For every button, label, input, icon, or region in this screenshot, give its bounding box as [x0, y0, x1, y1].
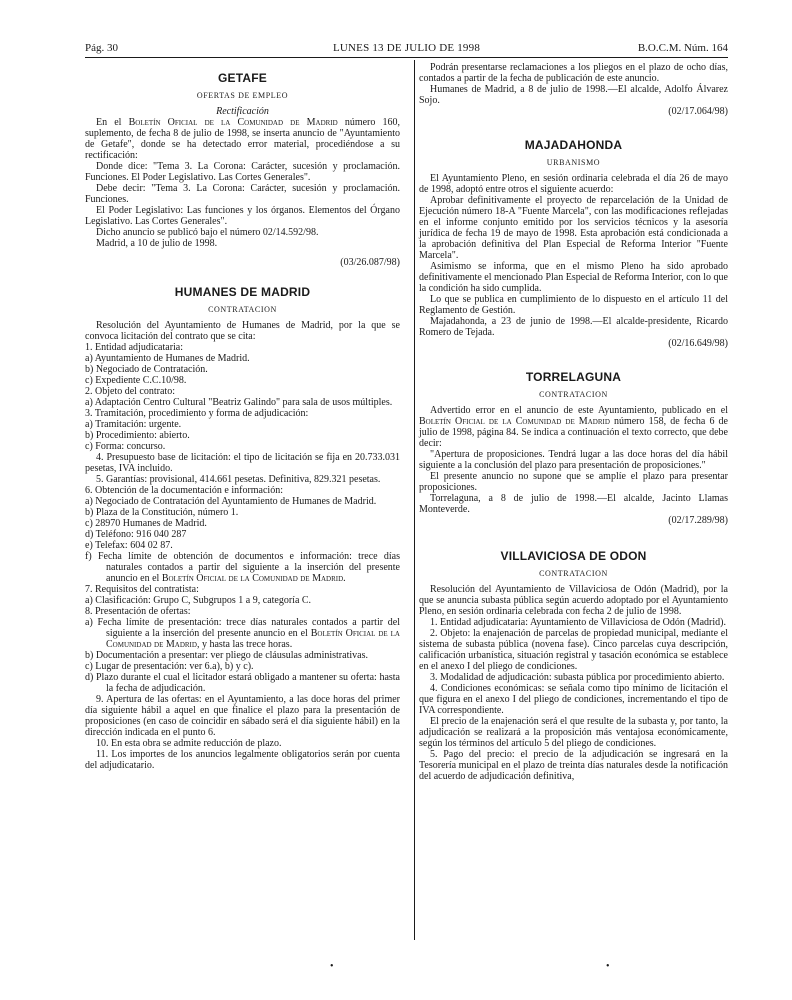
humanes-reference: (02/17.064/98): [668, 106, 728, 117]
getafe-heading: GETAFE: [218, 71, 267, 85]
villaviciosa-paragraph: El precio de la enajenación será el que resulte de la subasta y, por tanto, la adjudicación se realizará a la proposición más ventajosa económicamente, según los términos del artículo 5 del pliego de condiciones.: [419, 716, 728, 749]
list-item: e) Telefax: 604 02 87.: [85, 540, 173, 551]
list-item: 4. Presupuesto base de licitación: el tipo de licitación se fija en 20.733.031 pesetas, IVA incluido.: [85, 452, 400, 474]
list-item: 3. Tramitación, procedimiento y forma de adjudicación:: [85, 408, 309, 419]
humanes-continuation: Podrán presentarse reclamaciones a los pliegos en el plazo de ocho días, contados a partir de la fecha de publicación de este anuncio.: [419, 62, 728, 84]
publication-name: Boletín Oficial de la Comunidad de Madrid: [161, 573, 344, 584]
list-item: 10. En esta obra se admite reducción de plazo.: [96, 738, 282, 749]
torrelaguna-paragraph: "Apertura de proposiciones. Tendrá lugar a las doce horas del día hábil siguiente a la conclusión del plazo para presentación de proposiciones.": [419, 449, 728, 471]
right-column: [419, 62, 728, 782]
torrelaguna-section: [419, 371, 728, 526]
list-item: 1. Entidad adjudicataria:: [85, 342, 184, 353]
print-mark: •: [606, 961, 610, 972]
villaviciosa-paragraph: 2. Objeto: la enajenación de parcelas de propiedad municipal, mediante el sistema de subasta pública (novena fase). Cinco parcelas cuya descripción, calificación urbanística, situación registral y tasación económica se establece en el anexo I del pliego de condiciones.: [419, 628, 728, 672]
torrelaguna-reference: (02/17.289/98): [668, 515, 728, 526]
humanes-signature: Humanes de Madrid, a 8 de julio de 1998.—El alcalde, Adolfo Álvarez Sojo.: [419, 84, 728, 106]
villaviciosa-paragraph: 1. Entidad adjudicataria: Ayuntamiento de Villaviciosa de Odón (Madrid).: [430, 617, 726, 628]
majadahonda-reference: (02/16.649/98): [668, 338, 728, 349]
page-number: Pág. 30: [85, 42, 118, 54]
page-header: [85, 41, 728, 58]
getafe-reference: (03/26.087/98): [340, 257, 400, 268]
villaviciosa-paragraph: 3. Modalidad de adjudicación: subasta pública por procedimiento abierto.: [430, 672, 725, 683]
list-item: a) Ayuntamiento de Humanes de Madrid.: [85, 353, 250, 364]
villaviciosa-paragraph: Resolución del Ayuntamiento de Villaviciosa de Odón (Madrid), por la que se anuncia subasta pública según acuerdo adoptado por el Ayuntamiento Pleno, en sesión ordinaria celebrada con fecha 2 de julio de 1998.: [419, 584, 728, 617]
torrelaguna-paragraph: El presente anuncio no supone que se amplíe el plazo para presentar proposiciones.: [419, 471, 728, 493]
villaviciosa-section: [419, 550, 728, 782]
majadahonda-heading: MAJADAHONDA: [524, 138, 623, 152]
getafe-paragraph: Debe decir: "Tema 3. La Corona: Carácter, sucesión y proclamación. Funciones.: [85, 183, 400, 205]
getafe-type: OFERTAS DE EMPLEO: [196, 91, 289, 100]
list-item: a) Tramitación: urgente.: [85, 419, 182, 430]
list-item: 8. Presentación de ofertas:: [85, 606, 191, 617]
list-item: a) Adaptación Centro Cultural "Beatriz Galindo" para sala de usos múltiples.: [85, 397, 393, 408]
list-item: b) Procedimiento: abierto.: [85, 430, 190, 441]
getafe-paragraph: El Poder Legislativo: Las funciones y los órganos. Elementos del Órgano Legislativo. Las Cortes Generales".: [85, 205, 400, 227]
majadahonda-signature: Majadahonda, a 23 de junio de 1998.—El alcalde-presidente, Ricardo Romero de Tejada.: [419, 316, 728, 338]
journal-number: B.O.C.M. Núm. 164: [637, 42, 728, 54]
torrelaguna-type: CONTRATACION: [539, 390, 608, 399]
majadahonda-section: [419, 139, 728, 349]
majadahonda-paragraph: Aprobar definitivamente el proyecto de reparcelación de la Unidad de Ejecución número 18-A "Fuente Marcela", con las modificaciones reflejadas en el informe conjunto emitido por los servicios técnicos y la asesoría jurídica de fecha 19 de mayo de 1998. Esta aprobación está condicionada a la aprobación definitiva del Plan Especial de Reforma Interior "Fuente Marcela".: [419, 195, 728, 261]
getafe-subtitle: Rectificación: [216, 106, 269, 117]
print-mark: •: [330, 961, 334, 972]
getafe-paragraph: Madrid, a 10 de julio de 1998.: [96, 238, 218, 249]
villaviciosa-type: CONTRATACION: [539, 569, 608, 578]
list-item: a) Negociado de Contratación del Ayuntamiento de Humanes de Madrid.: [85, 496, 377, 507]
getafe-paragraph: Dicho anuncio se publicó bajo el número 02/14.592/98.: [96, 227, 319, 238]
majadahonda-type: URBANISMO: [546, 158, 601, 167]
issue-date: LUNES 13 DE JULIO DE 1998: [332, 42, 481, 54]
torrelaguna-heading: TORRELAGUNA: [525, 370, 622, 384]
list-item: c) Expediente C.C.10/98.: [85, 375, 187, 386]
majadahonda-paragraph: El Ayuntamiento Pleno, en sesión ordinaria celebrada el día 26 de mayo de 1998, adoptó entre otros el siguiente acuerdo:: [419, 173, 728, 195]
list-item: c) 28970 Humanes de Madrid.: [85, 518, 207, 529]
left-column: [85, 62, 400, 771]
list-item: b) Plaza de la Constitución, número 1.: [85, 507, 239, 518]
majadahonda-paragraph: Lo que se publica en cumplimiento de lo dispuesto en el artículo 11 del Reglamento de Gestión.: [419, 294, 728, 316]
publication-name: Boletín Oficial de la Comunidad de Madrid: [419, 416, 610, 427]
list-item: b) Documentación a presentar: ver pliego de cláusulas administrativas.: [85, 650, 368, 661]
list-item: c) Forma: concurso.: [85, 441, 166, 452]
getafe-paragraph: Donde dice: "Tema 3. La Corona: Carácter, sucesión y proclamación. Funciones. El Poder Legislativo. Las Cortes Generales".: [85, 161, 400, 183]
torrelaguna-paragraph: Advertido error en el anuncio de este Ayuntamiento, publicado en el Boletín Oficial de la Comunidad de Madrid número 158, de fecha 6 de julio de 1998, página 84. Se indica a continuación el texto correcto, que debe decir:: [419, 405, 728, 449]
list-item: 6. Obtención de la documentación e información:: [85, 485, 283, 496]
villaviciosa-paragraph: 4. Condiciones económicas: se señala como tipo mínimo de licitación el que figura en el anexo I del pliego de condiciones, incrementando el tipo de IVA correspondiente.: [419, 683, 728, 716]
publication-name: Boletín Oficial de la Comunidad de Madrid: [128, 117, 338, 128]
list-item: 2. Objeto del contrato:: [85, 386, 175, 397]
list-item: c) Lugar de presentación: ver 6.a), b) y c).: [85, 661, 254, 672]
list-item: b) Negociado de Contratación.: [85, 364, 208, 375]
list-item: 9. Apertura de las ofertas: en el Ayuntamiento, a las doce horas del primer día siguiente hábil a aquel en que finalice el plazo para la presentación de proposiciones (en caso de coincidir en sábado será el día siguiente hábil) en la dirección indicada en el punto 6.: [85, 694, 400, 738]
majadahonda-paragraph: Asimismo se informa, que en el mismo Pleno ha sido aprobado definitivamente el mencionado Plan Especial de Reforma Interior, con lo que la condición ha sido cumplida.: [419, 261, 728, 294]
list-item: 7. Requisitos del contratista:: [85, 584, 199, 595]
villaviciosa-heading: VILLAVICIOSA DE ODON: [500, 549, 647, 563]
list-item: a) Clasificación: Grupo C, Subgrupos 1 a 9, categoría C.: [85, 595, 312, 606]
list-item: 5. Garantías: provisional, 414.661 pesetas. Definitiva, 829.321 pesetas.: [96, 474, 381, 485]
humanes-type: CONTRATACION: [208, 305, 277, 314]
publication-name: Boletín Oficial de la Comunidad de Madrid: [106, 628, 400, 650]
humanes-heading: HUMANES DE MADRID: [174, 285, 311, 299]
villaviciosa-paragraph: 5. Pago del precio: el precio de la adjudicación se ingresará en la Tesorería municipal en el plazo de treinta días naturales desde la notificación del acuerdo de adjudicación definitiva,: [419, 749, 728, 782]
getafe-paragraph: En el Boletín Oficial de la Comunidad de Madrid número 160, suplemento, de fecha 8 de julio de 1998, se inserta anuncio de "Ayuntamiento de Getafe", donde se ha detectado error material, procediéndose a su rectificación:: [85, 117, 401, 161]
list-item: d) Plazo durante el cual el licitador estará obligado a mantener su oferta: hasta la fecha de adjudicación.: [85, 672, 400, 694]
getafe-section: [85, 72, 400, 268]
column-divider: [414, 60, 415, 940]
torrelaguna-signature: Torrelaguna, a 8 de julio de 1998.—El alcalde, Jacinto Llamas Monteverde.: [419, 493, 728, 515]
list-item: d) Teléfono: 916 040 287: [85, 529, 187, 540]
humanes-section: [85, 286, 400, 771]
humanes-intro: Resolución del Ayuntamiento de Humanes de Madrid, por la que se convoca licitación del contrato que se cita:: [85, 320, 400, 342]
list-item: a) Fecha límite de presentación: trece días naturales contados a partir del siguiente a la inserción del presente anuncio en el Boletín Oficial de la Comunidad de Madrid, y hasta las trece horas.: [85, 617, 400, 650]
list-item: f) Fecha límite de obtención de documentos e información: trece días naturales contados a partir del siguiente a la inserción del presente anuncio en el Boletín Oficial de la Comunidad de Madrid.: [85, 551, 400, 584]
list-item: 11. Los importes de los anuncios legalmente obligatorios serán por cuenta del adjudicatario.: [85, 749, 400, 771]
